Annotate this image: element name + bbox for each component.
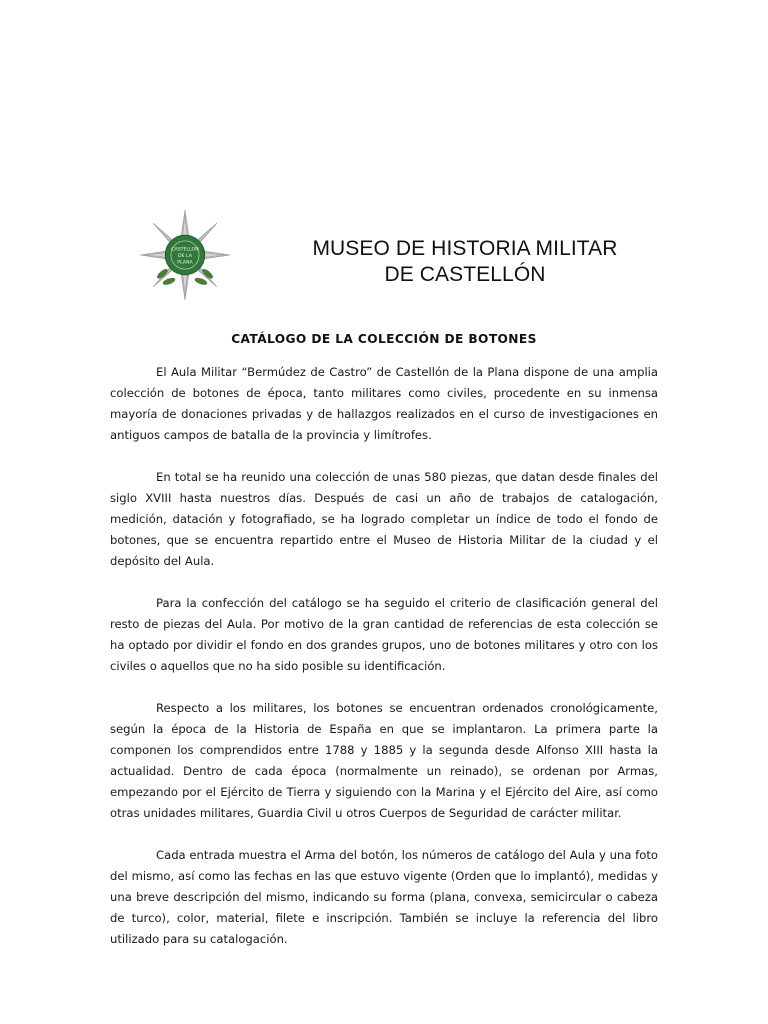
castellon-plana-emblem-icon (138, 208, 232, 302)
paragraph-entry: Cada entrada muestra el Arma del botón, los números de catálogo del Aula y una foto del mismo, así como las fechas en las que estuvo vigente (Orden que lo implantó), medidas y una breve descripción del mismo, indicando su forma (plana, convexa, semicircular o cabeza de turco), color, material, filete e inscripción. También se incluye la referencia del libro utilizado para su catalogación. (110, 848, 658, 946)
museum-title-line2: DE CASTELLÓN (384, 263, 546, 286)
body-text (110, 362, 658, 971)
emblem-text-line1: CASTELLON (171, 247, 199, 253)
catalog-heading: CATÁLOGO DE LA COLECCIÓN DE BOTONES (231, 332, 537, 346)
paragraph-total: En total se ha reunido una colección de unas 580 piezas, que datan desde finales del siglo XVIII hasta nuestros días. Después de casi un año de trabajos de catalogación, medición, datación y fotografiado, se ha logrado completar un índice de todo el fondo de botones, que se encuentra repartido entre el Museo de Historia Militar de la ciudad y el depósito del Aula. (110, 470, 658, 568)
paragraph-military: Respecto a los militares, los botones se encuentran ordenados cronológicamente, según la época de la Historia de España en que se implantaron. La primera parte la componen los comprendidos entre 1788 y 1885 y la segunda desde Alfonso XIII hasta la actualidad. Dentro de cada época (normalmente un reinado), se ordenan por Armas, empezando por el Ejército de Tierra y siguiendo con la Marina y el Ejército del Aire, así como otras unidades militares, Guardia Civil u otros Cuerpos de Seguridad de carácter militar. (110, 701, 658, 820)
paragraph-criteria: Para la confección del catálogo se ha seguido el criterio de clasificación general del resto de piezas del Aula. Por motivo de la gran cantidad de referencias de esta colección se ha optado por dividir el fondo en dos grandes grupos, uno de botones militares y otro con los civiles o aquellos que no ha sido posible su identificación. (110, 596, 658, 673)
emblem-graphic (138, 208, 232, 302)
museum-title (250, 236, 680, 288)
museum-title-line1: MUSEO DE HISTORIA MILITAR (312, 237, 618, 260)
emblem-text-line2: DE LA (178, 253, 192, 259)
emblem-text-line3: PLANA (177, 260, 193, 266)
paragraph-intro: El Aula Militar “Bermúdez de Castro” de Castellón de la Plana dispone de una amplia colección de botones de época, tanto militares como civiles, procedente en su inmensa mayoría de donaciones privadas y de hallazgos realizados en el curso de investigaciones en antiguos campos de batalla de la provincia y limítrofes. (110, 365, 658, 442)
